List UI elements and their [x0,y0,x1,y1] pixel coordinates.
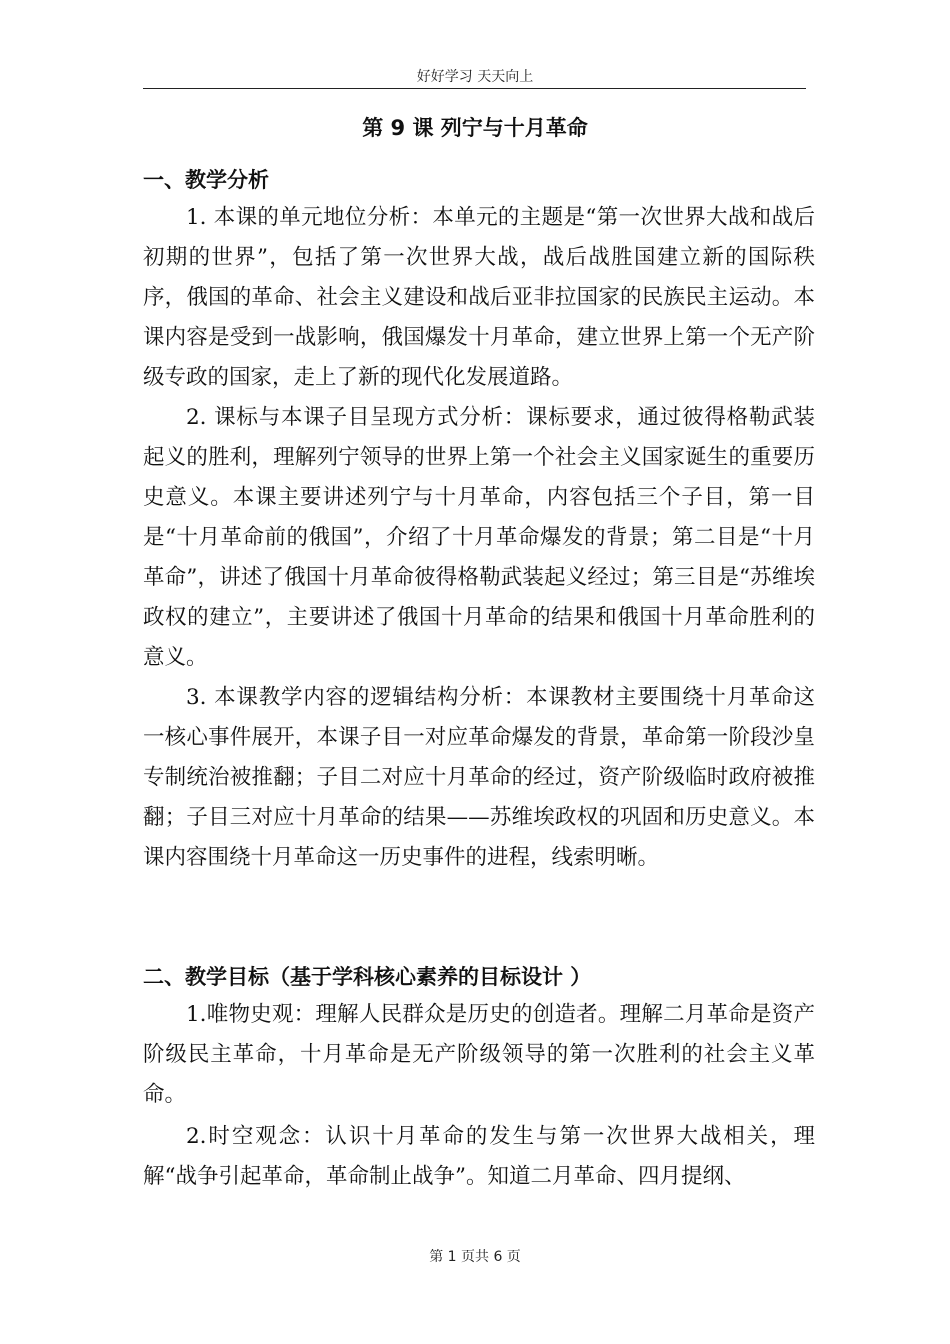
lesson-title: 第 9 课 列宁与十月革命 [362,116,588,140]
page-footer: 第 1 页共 6 页 [429,1249,521,1265]
header-divider [143,88,806,89]
section-heading-analysis: 一、教学分析 [143,168,269,192]
section-heading-objectives: 二、教学目标（基于学科核心素养的目标设计 ） [143,965,592,989]
paragraph-historical-materialism: 1.唯物史观：理解人民群众是历史的创造者。理解二月革命是资产阶级民主革命，十月革命是无产阶级领导的第一次胜利的社会主义革命。 [143,1002,815,1107]
paragraph-unit-position: 1. 本课的单元地位分析：本单元的主题是“第一次世界大战和战后初期的世界”，包括了第一次世界大战，战后战胜国建立新的国际秩序，俄国的革命、社会主义建设和战后亚非拉国家的民族民主运动。本课内容是受到一战影响，俄国爆发十月革命，建立世界上第一个无产阶级专政的国家，走上了新的现代化发展道路。 [143,205,815,390]
paragraph-logic-structure: 3. 本课教学内容的逻辑结构分析：本课教材主要围绕十月革命这一核心事件展开，本课子目一对应革命爆发的背景，革命第一阶段沙皇专制统治被推翻；子目二对应十月革命的经过，资产阶级临时政府被推翻；子目三对应十月革命的结果——苏维埃政权的巩固和历史意义。本课内容围绕十月革命这一历史事件的进程，线索明晰。 [143,685,815,870]
paragraph-curriculum-analysis: 2. 课标与本课子目呈现方式分析：课标要求，通过彼得格勒武装起义的胜利，理解列宁领导的世界上第一个社会主义国家诞生的重要历史意义。本课主要讲述列宁与十月革命，内容包括三个子目，第一目是“十月革命前的俄国”，介绍了十月革命爆发的背景；第二目是“十月革命”，讲述了俄国十月革命彼得格勒武装起义经过；第三目是“苏维埃政权的建立”，主要讲述了俄国十月革命的结果和俄国十月革命胜利的意义。 [143,405,815,670]
page-header: 好好学习 天天向上 [416,69,534,85]
paragraph-spatiotemporal: 2.时空观念：认识十月革命的发生与第一次世界大战相关，理解“战争引起革命，革命制止战争”。知道二月革命、四月提纲、 [143,1124,815,1189]
